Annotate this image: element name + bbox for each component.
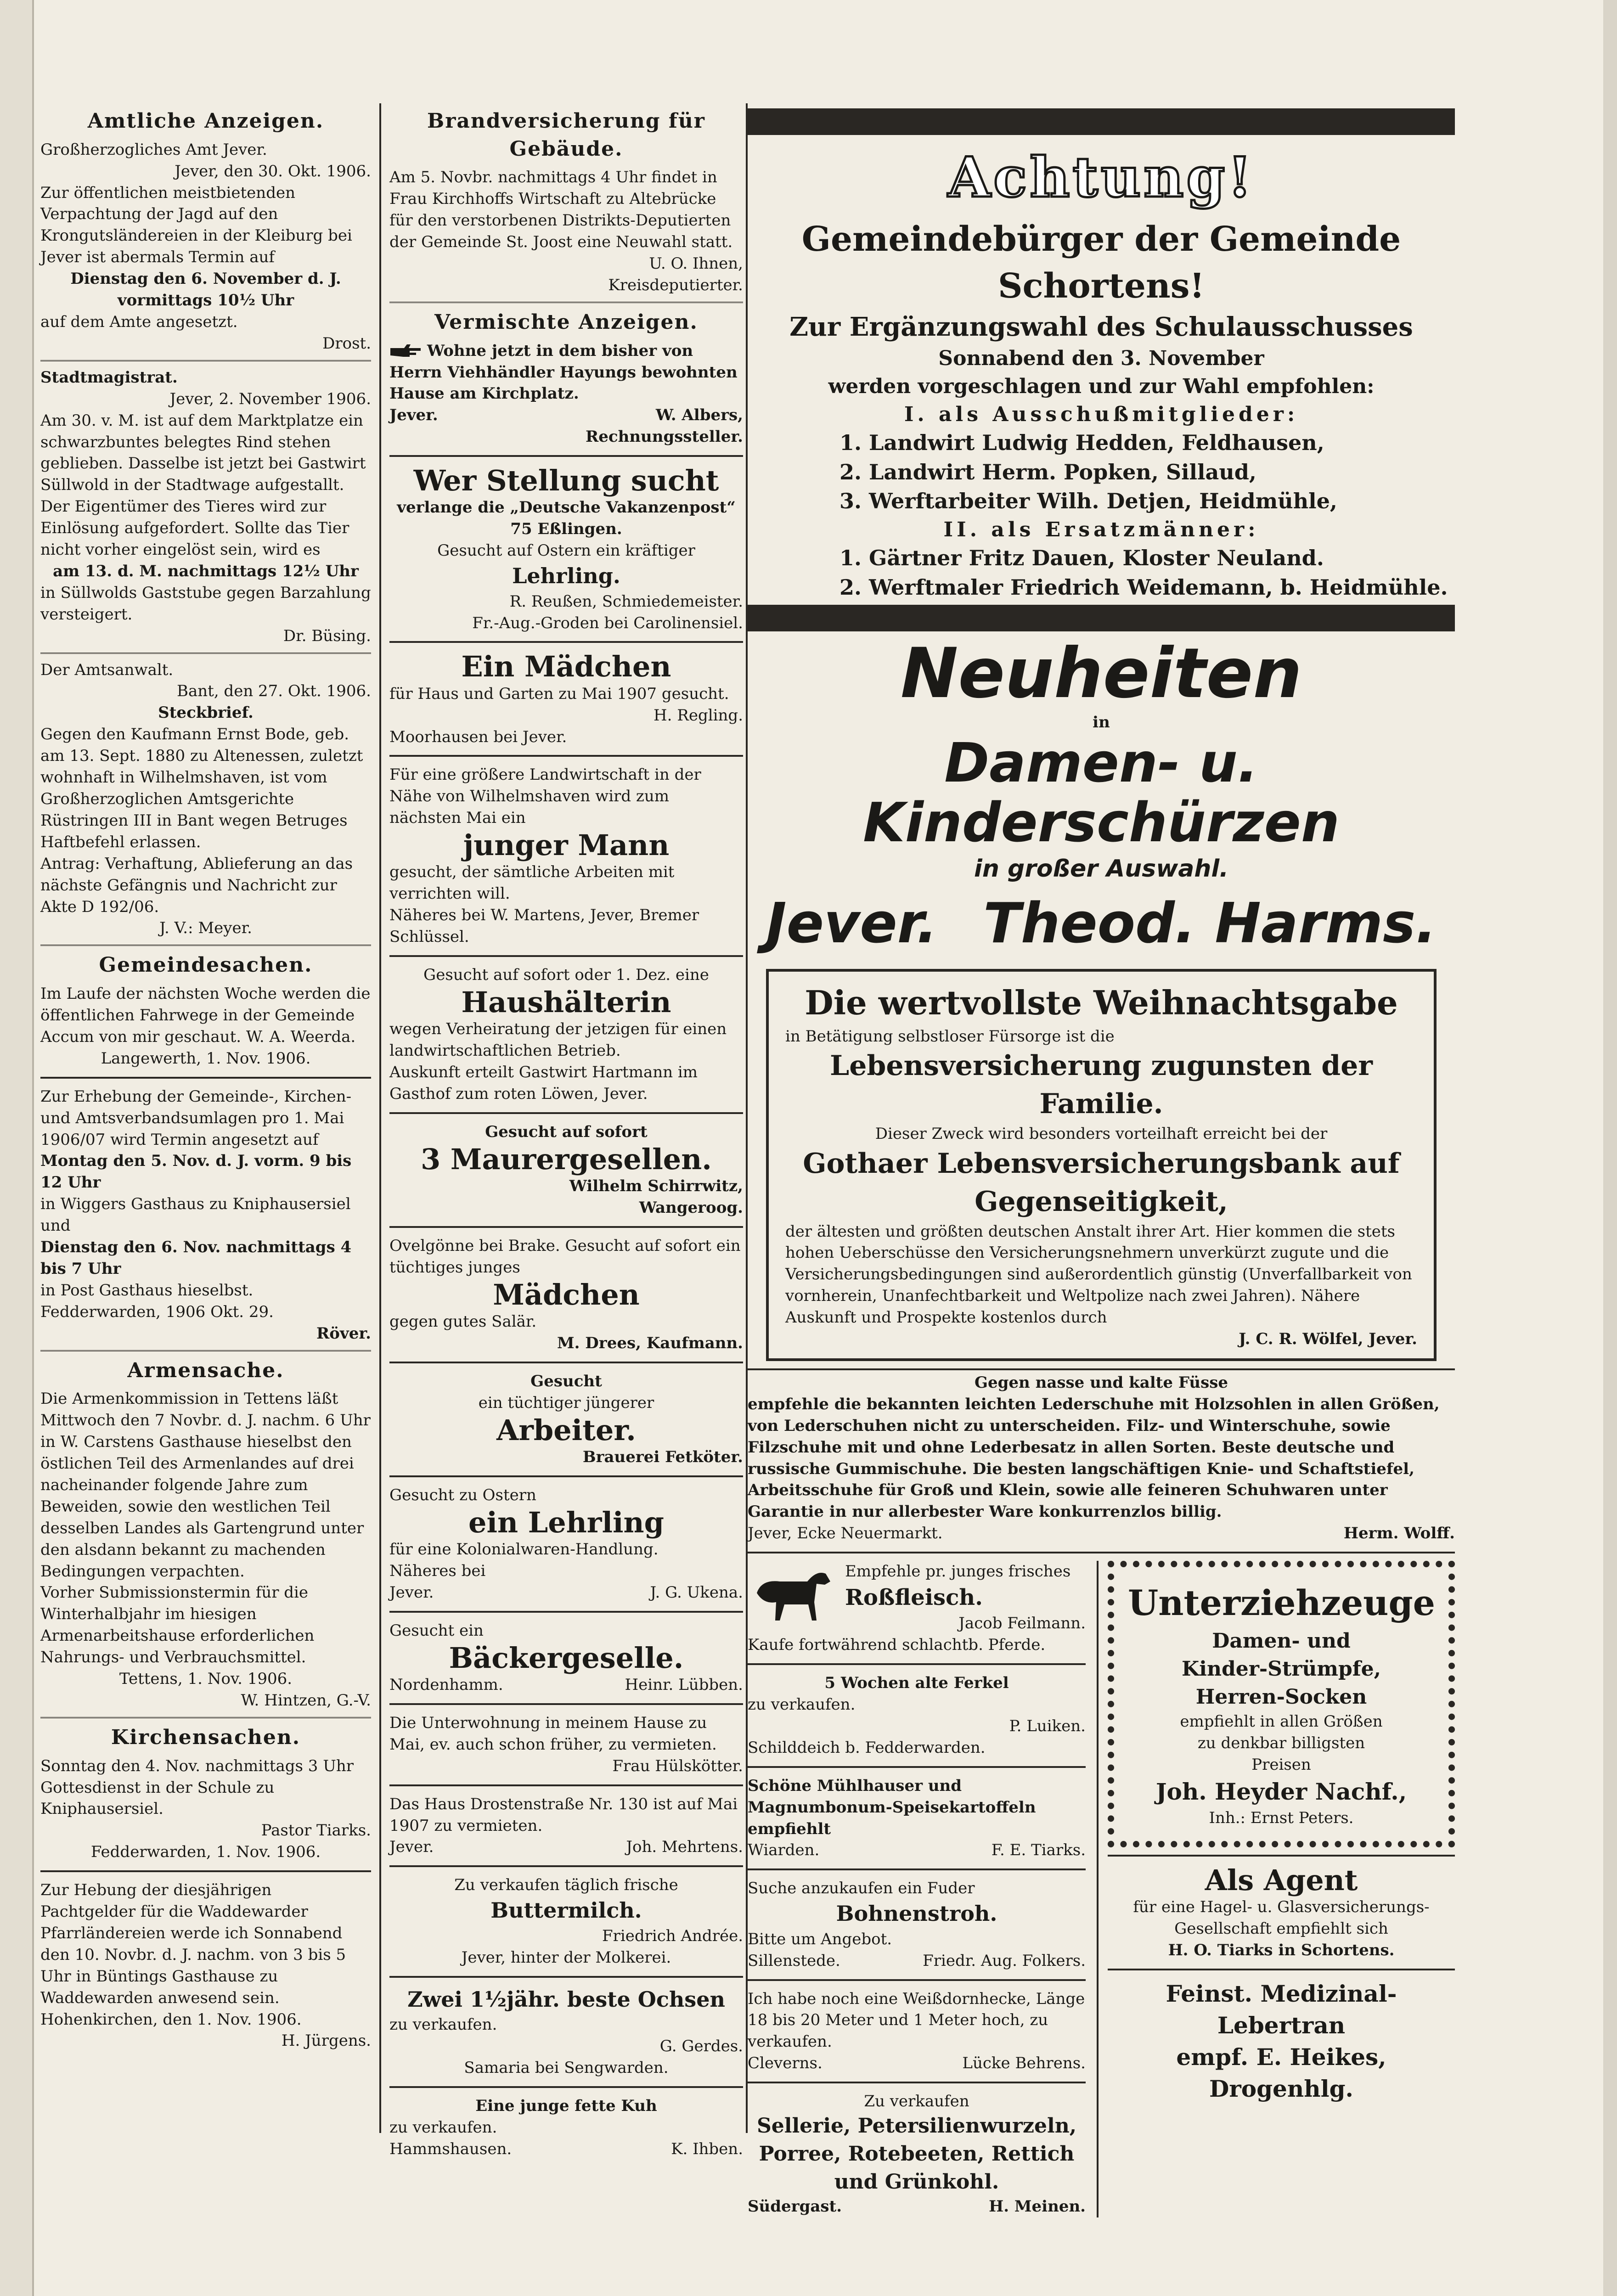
divider	[748, 1766, 1086, 1768]
ad-text: Damen- und	[1212, 1629, 1351, 1653]
divider	[389, 302, 743, 303]
paragraph: Zur Erhebung der Gemeinde-, Kirchen- und Amtsverbandsumlagen pro 1. Mai 1906/07 wird Termin angesetzt auf	[40, 1087, 352, 1149]
insurance-text: Dieser Zweck wird besonders vorteilhaft erreicht bei der	[875, 1125, 1328, 1143]
ad-headline: Unterziehzeuge	[1128, 1582, 1435, 1624]
ad-signature-row	[748, 2053, 1086, 2074]
ad-place: Schilddeich b. Fedderwarden.	[748, 1738, 986, 1757]
achtung-title: Achtung!	[948, 145, 1255, 210]
divider	[748, 1868, 1086, 1870]
ad-headline: Lehrling.	[512, 563, 620, 589]
section-heading: Gemeindesachen.	[99, 953, 313, 977]
date-line: Fedderwarden, 1906 Okt. 29.	[40, 1302, 274, 1321]
ad-text: Gesucht ein	[389, 1621, 484, 1640]
section-heading: Amtliche Anzeigen.	[87, 109, 324, 133]
ad-headline: Bohnenstroh.	[836, 1901, 997, 1926]
ad-text: Ovelgönne bei Brake. Gesucht auf sofort ein tüchtiges junges	[389, 1236, 741, 1277]
paragraph: Vorher Submissionstermin für die Winterhalbjahr im hiesigen Armenarbeitshause erforderlichen Nahrungs- und Verbrauchsmittel.	[40, 1583, 315, 1667]
ad-text: Gesucht zu Ostern	[389, 1486, 536, 1504]
signature: Dr. Büsing.	[283, 626, 371, 645]
date-line: Jever, 2. November 1906.	[169, 389, 371, 408]
neuheiten-sub: in großer Auswahl.	[974, 855, 1228, 883]
ad-text: Kinder-Strümpfe,	[1182, 1657, 1381, 1681]
divider	[1108, 1969, 1455, 1970]
date-line: Langewerth, 1. Nov. 1906.	[101, 1049, 311, 1068]
divider	[389, 1112, 743, 1114]
ad-text: Ich habe noch eine Weißdornhecke, Länge 18 bis 20 Meter und 1 Meter hoch, zu verkaufen.	[748, 1989, 1085, 2051]
divider	[748, 1663, 1086, 1665]
ad-text: Für eine größere Landwirtschaft in der Nähe von Wilhelmshaven wird zum nächsten Mai ein	[389, 765, 701, 827]
section-heading: Armensache.	[127, 1358, 284, 1382]
ad-signature: Heinr. Lübben.	[625, 1675, 743, 1694]
ad-text: gesucht, der sämtliche Arbeiten mit verrichten will.	[389, 863, 675, 903]
ad-text: zu verkaufen.	[389, 2015, 497, 2034]
signature: U. O. Ihnen,	[649, 254, 743, 273]
ad-signature-sub: Inh.: Ernst Peters.	[1209, 1808, 1354, 1827]
divider	[389, 1362, 743, 1363]
neuheiten-title: Neuheiten	[900, 634, 1302, 714]
ad-signature-title: Rechnungssteller.	[586, 428, 743, 446]
ad-signature-row	[389, 1674, 743, 1696]
ad-place: Samaria bei Sengwarden.	[464, 2058, 669, 2077]
ad-headline: Ein Mädchen	[461, 650, 671, 684]
small-ads-column	[748, 1561, 1086, 2217]
ad-headline: Sellerie, Petersilienwurzeln, Porree, Rotebeeten, Rettich und Grünkohl.	[756, 2114, 1077, 2194]
shoes-place: Jever, Ecke Neuermarkt.	[748, 1524, 943, 1543]
ad-signature: G. Gerdes.	[659, 2037, 743, 2055]
divider	[389, 1703, 743, 1705]
signature: Pastor Tiarks.	[261, 1821, 371, 1840]
paragraph: Im Laufe der nächsten Woche werden die öffentlichen Fahrwege in der Gemeinde Accum von mir geschaut. W. A. Weerda.	[40, 985, 371, 1046]
insurance-text: in Betätigung selbstloser Fürsorge ist die	[785, 1027, 1115, 1046]
divider	[40, 360, 371, 361]
ad-headline: Mädchen	[493, 1277, 640, 1311]
ad-text: zu denkbar billigsten	[1197, 1734, 1365, 1753]
date-emphasis: Dienstag den 6. November d. J. vormittags 10½ Uhr	[70, 270, 341, 310]
divider	[40, 1717, 371, 1718]
ad-signature: Lücke Behrens.	[962, 2054, 1086, 2073]
divider	[389, 455, 743, 457]
text-line: Großherzogliches Amt Jever.	[40, 140, 267, 159]
divider	[40, 1870, 371, 1872]
ad-text: Gesucht	[530, 1372, 602, 1390]
neuheiten-footer	[748, 886, 1455, 962]
divider	[389, 1226, 743, 1228]
signature: J. V.: Meyer.	[159, 919, 252, 938]
ad-headline: Arbeiter.	[496, 1413, 636, 1447]
signature: H. Jürgens.	[281, 2032, 371, 2050]
paragraph: Zur Hebung der diesjährigen Pachtgelder für die Waddewarder Pfarrländereien werde ich Sonnabend den 10. Novbr. d. J. nachm. von 3 bis 5 Uhr in Büntings Gasthause zu Waddewarden anwesend sein.	[40, 1881, 346, 2007]
ad-place: Wiarden.	[748, 1841, 820, 1860]
paragraph: Zur öffentlichen meistbietenden Verpachtung der Jagd auf den Krongutsländereien in der Kleiburg bei Jever ist abermals Termin auf	[40, 183, 352, 267]
section-heading: Brandversicherung für Gebäude.	[427, 109, 705, 161]
paragraph: Am 30. v. M. ist auf dem Marktplatze ein schwarzbuntes belegtes Rind stehen geblieben. Dasselbe ist jetzt bei Gastwirt Süllwold in der Stadtwage aufgestallt.	[40, 411, 366, 495]
ad-text: wegen Verheiratung der jetzigen für einen landwirtschaftlichen Betrieb.	[389, 1020, 727, 1060]
column-3	[748, 106, 1455, 2217]
ad-text: Das Haus Drostenstraße Nr. 130 ist auf Mai 1907 zu vermieten.	[389, 1795, 738, 1835]
achtung-intro: werden vorgeschlagen und zur Wahl empfohlen:	[828, 374, 1375, 398]
divider	[748, 1552, 1455, 1553]
ad-text: empfiehlt in allen Größen	[1180, 1712, 1383, 1731]
date-line: Jever, den 30. Okt. 1906.	[175, 162, 371, 180]
ad-signature-row	[389, 2138, 743, 2160]
achtung-date: Sonnabend den 3. November	[938, 347, 1264, 371]
date-line: Fedderwarden, 1. Nov. 1906.	[90, 1843, 321, 1862]
insurance-ad	[766, 969, 1437, 1361]
ad-text: Bitte um Angebot.	[748, 1930, 892, 1948]
ad-text: für Haus und Garten zu Mai 1907 gesucht.	[389, 684, 729, 703]
neuheiten-firm: Theod. Harms.	[983, 891, 1437, 956]
candidate-item: 3. Werftarbeiter Wilh. Detjen, Heidmühle,	[839, 489, 1337, 514]
paragraph: Antrag: Verhaftung, Ablieferung an das nächste Gefängnis und Nachricht zur Akte D 192/06.	[40, 854, 353, 916]
divider	[389, 1611, 743, 1613]
ad-signature: K. Ihben.	[671, 2139, 743, 2158]
achtung-headline: Gemeindebürger der Gemeinde Schortens!	[801, 219, 1401, 306]
neuheiten-in: in	[1093, 713, 1110, 732]
ad-signature: Wilhelm Schirrwitz,	[569, 1177, 743, 1196]
ad-headline: junger Mann	[463, 828, 670, 862]
notice-headline: Steckbrief.	[158, 703, 254, 722]
ad-signature: Frau Hülskötter.	[612, 1756, 743, 1775]
bottom-rule-bar	[748, 605, 1455, 631]
ad-text: Schöne Mühlhauser und Magnumbonum-Speisekartoffeln empfiehlt	[748, 1776, 1036, 1838]
divider	[1108, 1855, 1455, 1857]
ad-text: verlange die „Deutsche Vakanzenpost“ 75 Eßlingen.	[397, 498, 736, 539]
ad-signature-row	[748, 1840, 1086, 1861]
signature: Drost.	[322, 334, 371, 353]
signature-title: Kreisdeputierter.	[608, 276, 743, 294]
divider	[40, 1350, 371, 1351]
ad-headline: 3 Maurergesellen.	[421, 1142, 712, 1176]
ad-text: Kaufe fortwährend schlachtb. Pferde.	[748, 1636, 1046, 1654]
date-line: Bant, den 27. Okt. 1906.	[177, 682, 371, 701]
unterzieh-ad	[1108, 1561, 1455, 1847]
date-line: Tettens, 1. Nov. 1906.	[119, 1670, 293, 1688]
ad-text: Gesucht auf sofort	[485, 1122, 648, 1141]
notice-title: Der Amtsanwalt.	[40, 660, 174, 679]
ad-place: Jever.	[389, 406, 438, 425]
date-emphasis: Dienstag den 6. Nov. nachmittags 4 bis 7 Uhr	[40, 1238, 352, 1278]
ad-text: Näheres bei W. Martens, Jever, Bremer Schlüssel.	[389, 906, 699, 946]
horse-ad	[748, 1561, 1086, 1656]
candidate-item: 1. Gärtner Fritz Dauen, Kloster Neuland.	[839, 546, 1324, 571]
ad-signature: Friedr. Aug. Folkers.	[923, 1951, 1086, 1970]
ad-signature-row	[389, 1582, 743, 1604]
ad-text: ein tüchtiger jüngerer	[478, 1393, 654, 1412]
shoes-text: empfehle die bekannten leichten Lederschuhe mit Holzsohlen in allen Größen, von Lederschuhen nicht zu unterscheiden. Filz- und Winterschuhe, sowie Filzschuhe mit und ohne Lederbesatz in allen Sorten. Beste deutsche und russische Gummischuhe. Die besten langschäftigen Knie- und Schaftstiefel, Arbeitsschuhe für Groß und Klein, sowie alle feineren Schuhwaren unter Garantie in nur allerbester Ware konkurrenzlos billig.	[748, 1395, 1440, 1521]
ad-place: Moorhausen bei Jever.	[389, 727, 567, 746]
divider	[389, 641, 743, 643]
paragraph: in Wiggers Gasthaus zu Kniphausersiel und	[40, 1195, 351, 1235]
ad-headline: Als Agent	[1205, 1863, 1358, 1897]
ad-place: Cleverns.	[748, 2054, 823, 2073]
ad-text: zu verkaufen.	[748, 1695, 856, 1714]
ad-text: Die Unterwohnung in meinem Hause zu Mai, ev. auch schon früher, zu vermieten.	[389, 1713, 717, 1754]
ad-place: Jever, hinter der Molkerei.	[461, 1948, 671, 1967]
divider	[748, 2082, 1086, 2083]
ad-text: zu verkaufen.	[389, 2118, 497, 2137]
text-line: in Post Gasthaus hieselbst.	[40, 1281, 254, 1300]
ad-signature: F. E. Tiarks.	[991, 1841, 1086, 1860]
ad-headline: Wer Stellung sucht	[413, 464, 719, 498]
ad-text: Gesucht auf Ostern ein kräftiger	[437, 541, 695, 560]
ad-signature: Friedrich Andrée.	[602, 1926, 743, 1945]
ad-text: für eine Hagel- u. Glasversicherungs-Gesellschaft empfiehlt sich	[1133, 1898, 1430, 1938]
signature: Röver.	[316, 1324, 371, 1343]
date-emphasis: am 13. d. M. nachmittags 12½ Uhr	[53, 562, 359, 580]
insurance-headline: Lebensversicherung zugunsten der Familie.	[830, 1050, 1373, 1120]
ad-text: Gesucht auf sofort oder 1. Dez. eine	[423, 966, 709, 985]
ad-text: für eine Kolonialwaren-Handlung.	[389, 1540, 659, 1559]
paragraph: Am 5. Novbr. nachmittags 4 Uhr findet in Frau Kirchhoffs Wirtschaft zu Altebrücke für den verstorbenen Distrikts-Deputierten der Gemeinde St. Joost eine Neuwahl statt.	[389, 168, 733, 252]
ad-place: Jever.	[389, 1838, 434, 1857]
paragraph: Sonntag den 4. Nov. nachmittags 3 Uhr Gottesdienst in der Schule zu Kniphausersiel.	[40, 1756, 354, 1818]
shoes-title: Gegen nasse und kalte Füsse	[748, 1368, 1455, 1394]
date-emphasis: Montag den 5. Nov. d. J. vorm. 9 bis 12 Uhr	[40, 1152, 352, 1192]
ad-signature: H. Meinen.	[989, 2197, 1086, 2216]
ad-headline: ein Lehrling	[468, 1505, 664, 1539]
insurance-text: der ältesten und größten deutschen Anstalt ihrer Art. Hier kommen die stets hohen Ueberschüsse den Versicherungsnehmern unverkürzt zugute und die Versicherungsbedingungen sind außerordentlich günstig (Unverfallbarkeit von vornherein, Unanfechtbarkeit und Weltpolize nach zwei Jahren). Nähere Auskunft und Prospekte kostenlos durch	[785, 1222, 1412, 1327]
divider	[389, 1784, 743, 1786]
paragraph: Der Eigentümer des Tieres wird zur Einlösung aufgefordert. Sollte das Tier nicht vorher eingelöst sein, wird es	[40, 497, 349, 559]
notice-title: Stadtmagistrat.	[40, 368, 178, 387]
ad-text: Herren-Socken	[1195, 1685, 1367, 1709]
ad-signature: H. O. Tiarks in Schortens.	[1168, 1941, 1395, 1959]
page-edge	[1603, 0, 1617, 2296]
ad-headline: Buttermilch.	[490, 1898, 642, 1923]
text-line: auf dem Amte angesetzt.	[40, 312, 238, 331]
insurance-agent: J. C. R. Wölfel, Jever.	[1239, 1330, 1417, 1349]
ad-signature: W. Albers,	[655, 406, 743, 425]
ad-headline: Bäckergeselle.	[449, 1641, 684, 1675]
column-2	[389, 106, 743, 2160]
ad-headline: empf. E. Heikes, Drogenhlg.	[1176, 2043, 1386, 2102]
horse-icon	[748, 1561, 839, 1625]
ad-text: Zu verkaufen täglich frische	[454, 1876, 678, 1895]
ad-headline: Eine junge fette Kuh	[475, 2096, 657, 2115]
ad-signature: Jacob Feilmann.	[958, 1614, 1086, 1633]
ad-signature: P. Luiken.	[1009, 1716, 1086, 1735]
ad-signature: M. Drees, Kaufmann.	[557, 1334, 743, 1352]
divider	[40, 653, 371, 654]
ad-headline: Roßfleisch.	[845, 1585, 983, 1611]
ad-headline: Feinst. Medizinal-Lebertran	[1166, 1980, 1397, 2039]
ad-place: Südergast.	[748, 2197, 842, 2216]
shoes-footer	[748, 1523, 1455, 1544]
divider	[40, 1077, 371, 1079]
bottom-ads	[748, 1561, 1455, 2217]
paragraph: Gegen den Kaufmann Ernst Bode, geb. am 13. Sept. 1880 zu Altenessen, zuletzt wohnhaft in Wilhelmshaven, ist vom Großherzoglichen Amtsgerichte Rüstringen III in Bant wegen Betruges Haftbefehl erlassen.	[40, 725, 363, 851]
achtung-section-1: I. als Ausschußmitglieder:	[904, 402, 1299, 426]
paragraph: Die Armenkommission in Tettens läßt Mittwoch den 7 Novbr. d. J. nachm. 6 Uhr in W. Carstens Gasthause hieselbst den östlichen Teil des Armenlandes auf drei nacheinander folgende Jahre zum Beweiden, sowie den westlichen Teil desselben Landes als Gartengrund unter den alsdann bekannt zu machenden Bedingungen verpachten.	[40, 1390, 371, 1581]
ad-place: Jever.	[389, 1583, 434, 1602]
divider	[389, 1475, 743, 1477]
section-heading: Kirchensachen.	[111, 1725, 301, 1749]
divider	[389, 755, 743, 757]
ad-place: Hammshausen.	[389, 2139, 512, 2158]
ad-text: Preisen	[1251, 1756, 1311, 1774]
neuheiten-product: Damen- u. Kinderschürzen	[863, 731, 1340, 854]
ad-text: Empfehle pr. junges frisches	[845, 1562, 1071, 1581]
ad-signature: H. Regling.	[654, 706, 743, 725]
divider	[389, 955, 743, 957]
ad-place: Sillenstede.	[748, 1951, 840, 1970]
ad-place: Fr.-Aug.-Groden bei Carolinensiel.	[472, 613, 743, 632]
ad-text: Zu verkaufen	[864, 2092, 969, 2111]
ad-headline: Zwei 1½jähr. beste Ochsen	[407, 1986, 725, 2012]
ad-text: Wohne jetzt in dem bisher von Herrn Viehhändler Hayungs bewohnten Hause am Kirchplatz.	[389, 341, 738, 403]
divider	[389, 1976, 743, 1978]
achtung-sub: Zur Ergänzungswahl des Schulausschusses	[789, 311, 1413, 342]
page-gutter	[0, 0, 34, 2296]
ad-signature: Joh. Mehrtens.	[626, 1838, 743, 1857]
column-rule-1	[379, 103, 381, 2133]
shoes-firm: Herm. Wolff.	[1343, 1524, 1455, 1543]
ad-signature: Brauerei Fetköter.	[582, 1447, 743, 1466]
ad-wohne	[389, 340, 743, 405]
top-rule-bar	[748, 108, 1455, 135]
ad-text: Näheres bei	[389, 1561, 486, 1580]
column-1	[40, 106, 371, 2052]
ad-signature-row	[389, 1836, 743, 1858]
divider	[389, 2086, 743, 2088]
section-heading: Vermischte Anzeigen.	[434, 310, 698, 334]
ad-signature: Joh. Heyder Nachf.,	[1155, 1778, 1407, 1805]
ad-text: Suche anzukaufen ein Fuder	[748, 1879, 975, 1898]
ad-signature-row	[748, 1950, 1086, 1972]
ad-headline: 5 Wochen alte Ferkel	[824, 1674, 1009, 1693]
signature: W. Hintzen, G.-V.	[241, 1691, 371, 1710]
date-line: Hohenkirchen, den 1. Nov. 1906.	[40, 2010, 302, 2029]
candidate-item: 1. Landwirt Ludwig Hedden, Feldhausen,	[839, 430, 1324, 456]
ad-signature: J. G. Ukena.	[650, 1583, 743, 1602]
ad-place: Wangeroog.	[639, 1199, 743, 1217]
ad-text: gegen gutes Salär.	[389, 1312, 537, 1331]
ad-signature-row	[748, 2196, 1086, 2217]
divider	[389, 1865, 743, 1867]
insurance-company: Gothaer Lebensversicherungsbank auf Gegenseitigkeit,	[803, 1147, 1400, 1218]
paragraph: in Süllwolds Gaststube gegen Barzahlung versteigert.	[40, 583, 371, 624]
achtung-section-2: II. als Ersatzmänner:	[943, 518, 1259, 541]
candidate-item: 2. Werftmaler Friedrich Weidemann, b. Heidmühle.	[839, 574, 1448, 600]
right-ads-column	[1097, 1561, 1455, 2217]
ad-signature: R. Reußen, Schmiedemeister.	[509, 592, 743, 611]
pointing-hand-icon	[389, 343, 422, 360]
ad-place: Nordenhamm.	[389, 1675, 503, 1694]
divider	[40, 945, 371, 946]
ad-signature-row	[389, 405, 743, 426]
insurance-title: Die wertvollste Weihnachtsgabe	[805, 983, 1398, 1023]
ad-text: Auskunft erteilt Gastwirt Hartmann im Gasthof zum roten Löwen, Jever.	[389, 1063, 698, 1103]
divider	[748, 1979, 1086, 1981]
candidate-item: 2. Landwirt Herm. Popken, Sillaud,	[839, 459, 1256, 484]
neuheiten-place: Jever.	[766, 891, 938, 956]
ad-headline: Haushälterin	[461, 985, 671, 1019]
